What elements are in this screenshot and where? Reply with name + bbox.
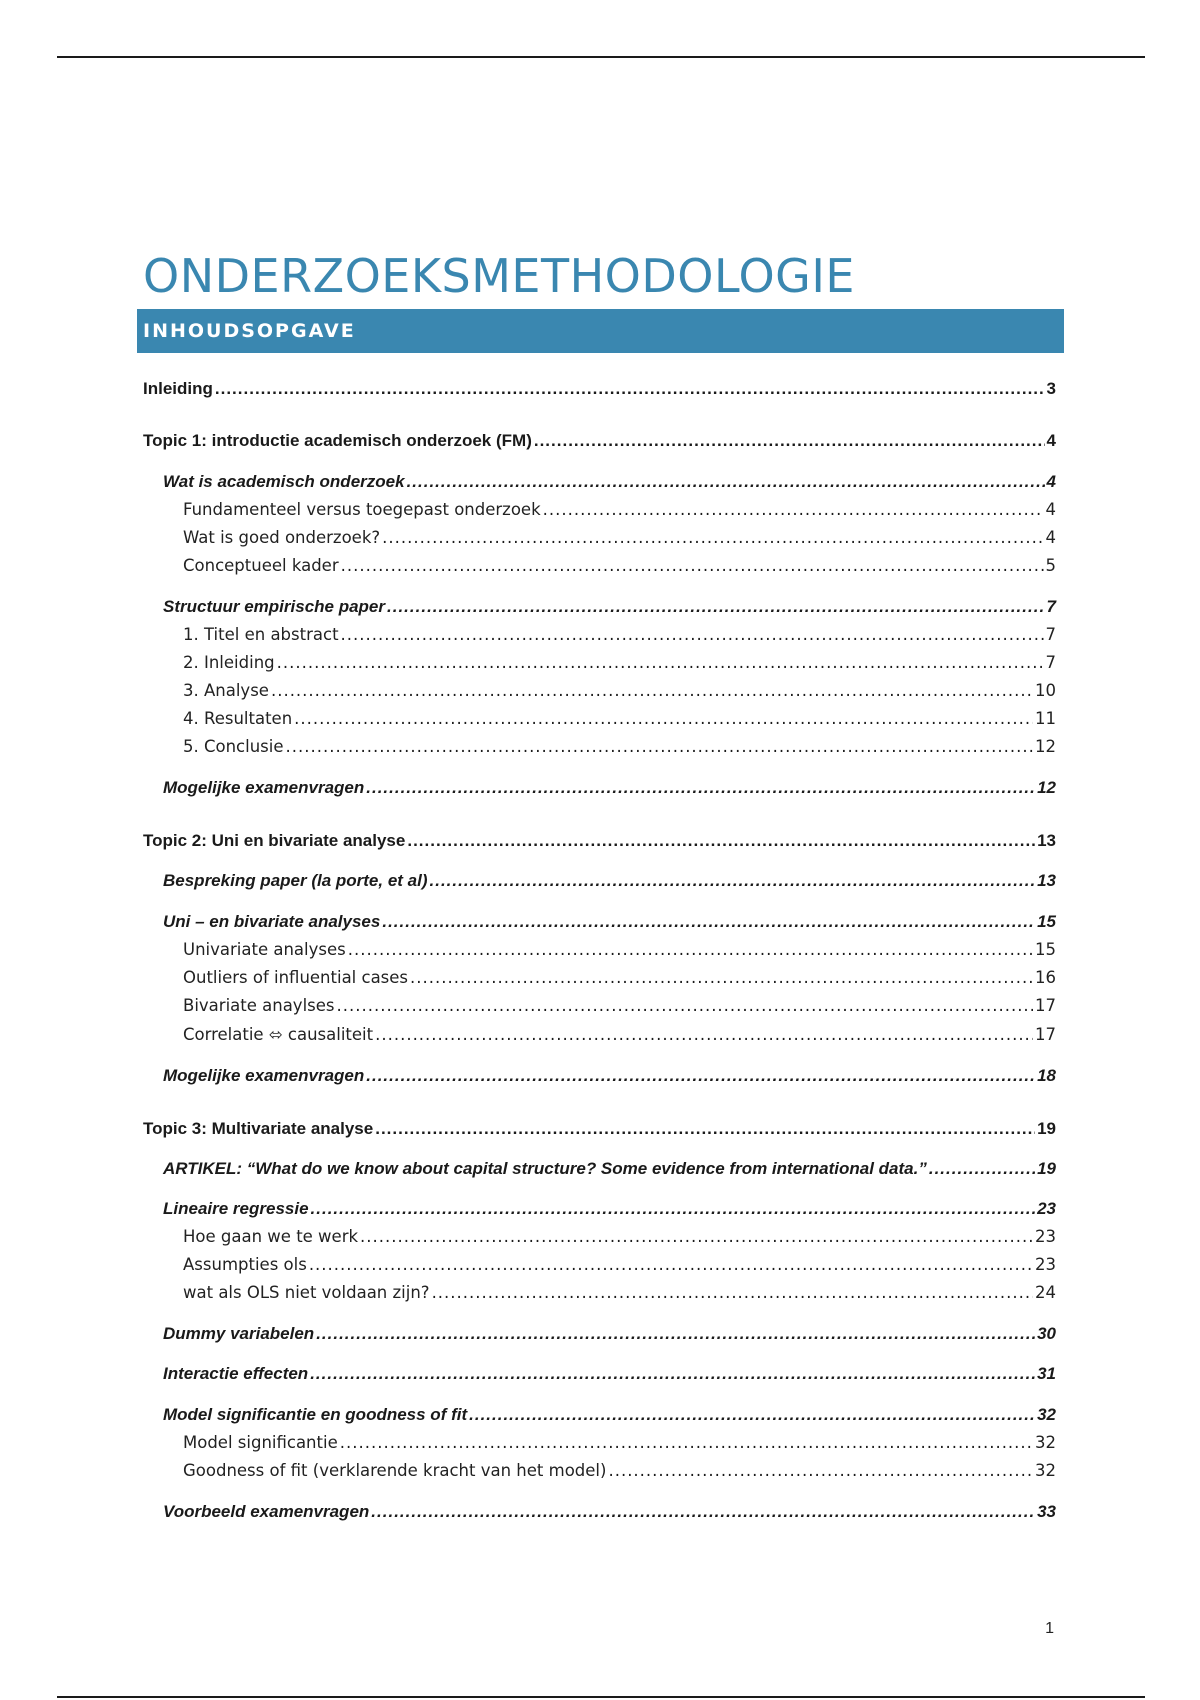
toc-entry-page: 13 — [1037, 831, 1056, 850]
toc-entry-page: 7 — [1045, 625, 1056, 644]
toc-entry-topic-3[interactable] — [143, 1119, 1056, 1139]
toc-heading: INHOUDSOPGAVE — [143, 320, 356, 342]
toc-entry-label: 2. Inleiding — [183, 653, 275, 672]
toc-leader-dots — [410, 968, 1033, 987]
toc-leader-dots — [286, 737, 1033, 756]
toc-entry-page: 4 — [1046, 472, 1056, 491]
toc-leader-dots — [382, 528, 1043, 547]
toc-entry-label: 3. Analyse — [183, 681, 269, 700]
toc-entry-label: Bespreking paper (la porte, et al) — [163, 871, 428, 890]
toc-entry-label: Uni – en bivariate analyses — [163, 912, 381, 931]
toc-entry-label: Goodness of fit (verklarende kracht van het model) — [183, 1461, 607, 1480]
toc-entry-page: 16 — [1035, 968, 1056, 987]
toc-leader-dots — [310, 1364, 1035, 1384]
toc-entry-label: Dummy variabelen — [163, 1324, 315, 1343]
toc-entry-label: Bivariate anaylses — [183, 996, 335, 1015]
toc-entry-mogelijke-examenvragen-2[interactable] — [163, 1066, 1056, 1086]
toc-leader-dots — [341, 625, 1044, 644]
toc-leader-dots — [337, 996, 1034, 1015]
toc-entry-label: Mogelijke examenvragen — [163, 778, 365, 797]
toc-leader-dots — [469, 1405, 1035, 1425]
toc-entry-page: 4 — [1045, 528, 1056, 547]
toc-entry-page: 19 — [1037, 1119, 1056, 1138]
toc-entry-topic-2[interactable] — [143, 831, 1056, 851]
toc-entry-interactie-effecten[interactable] — [163, 1364, 1056, 1384]
toc-leader-dots — [215, 379, 1045, 399]
toc-entry-label: Interactie effecten — [163, 1364, 309, 1383]
toc-entry-page: 15 — [1035, 940, 1056, 959]
toc-entry-page: 30 — [1037, 1324, 1056, 1343]
toc-leader-dots — [432, 1283, 1033, 1302]
toc-entry-page: 32 — [1035, 1433, 1056, 1452]
toc-entry-model-significantie-en-fit[interactable] — [163, 1405, 1056, 1425]
toc-entry-label: 1. Titel en abstract — [183, 625, 339, 644]
toc-entry-inleiding[interactable] — [143, 379, 1056, 399]
toc-entry-artikel[interactable] — [163, 1159, 1056, 1179]
toc-entry-label: Correlatie ⬄ causaliteit — [183, 1025, 374, 1044]
toc-entry-page: 11 — [1035, 709, 1056, 728]
toc-entry-label: Inleiding — [143, 379, 213, 398]
toc-entry-page: 18 — [1037, 1066, 1056, 1085]
toc-entry-goodness-of-fit[interactable] — [183, 1461, 1056, 1480]
toc-entry-page: 19 — [1037, 1159, 1056, 1178]
toc-entry-page: 32 — [1035, 1461, 1056, 1480]
toc-leader-dots — [341, 556, 1044, 575]
toc-entry-titel-en-abstract[interactable] — [183, 625, 1056, 644]
toc-entry-page: 13 — [1037, 871, 1056, 890]
toc-leader-dots — [375, 1025, 1033, 1044]
toc-entry-page: 33 — [1037, 1502, 1056, 1521]
toc-leader-dots — [316, 1324, 1035, 1344]
toc-entry-page: 7 — [1046, 597, 1056, 616]
toc-entry-lineaire-regressie[interactable] — [163, 1199, 1056, 1219]
toc-entry-univariate[interactable] — [183, 940, 1056, 959]
toc-entry-hoe-gaan-we-te-werk[interactable] — [183, 1227, 1056, 1246]
toc-entry-label: Assumpties ols — [183, 1255, 307, 1274]
toc-entry-label: wat als OLS niet voldaan zijn? — [183, 1283, 430, 1302]
toc-entry-label: Lineaire regressie — [163, 1199, 309, 1218]
page-number: 1 — [1045, 1620, 1054, 1637]
toc-leader-dots — [430, 871, 1036, 891]
toc-entry-page: 12 — [1037, 778, 1056, 797]
toc-leader-dots — [277, 653, 1044, 672]
toc-entry-label: Mogelijke examenvragen — [163, 1066, 365, 1085]
toc-entry-label: Topic 1: introductie academisch onderzoek (FM) — [143, 431, 532, 450]
toc-entry-page: 10 — [1035, 681, 1056, 700]
toc-leader-dots — [340, 1433, 1033, 1452]
toc-leader-dots — [543, 500, 1044, 519]
footer-rule — [57, 1696, 1145, 1698]
toc-entry-page: 31 — [1037, 1364, 1056, 1383]
toc-leader-dots — [407, 472, 1045, 492]
toc-entry-conceptueel-kader[interactable] — [183, 556, 1056, 575]
toc-entry-topic-1[interactable] — [143, 431, 1056, 451]
toc-entry-wat-is-academisch-onderzoek[interactable] — [163, 472, 1056, 492]
toc-leader-dots — [271, 681, 1033, 700]
toc-entry-ols-niet-voldaan[interactable] — [183, 1283, 1056, 1302]
toc-entry-page: 12 — [1035, 737, 1056, 756]
toc-entry-correlatie[interactable] — [183, 1025, 1056, 1044]
toc-leader-dots — [375, 1119, 1035, 1139]
toc-entry-label: Model significantie — [183, 1433, 338, 1452]
toc-entry-assumpties-ols[interactable] — [183, 1255, 1056, 1274]
document-title: ONDERZOEKSMETHODOLOGIE — [143, 248, 855, 303]
toc-entry-page: 23 — [1035, 1227, 1056, 1246]
toc-entry-page: 5 — [1045, 556, 1056, 575]
toc-entry-label: Outliers of influential cases — [183, 968, 409, 987]
toc-leader-dots — [309, 1255, 1033, 1274]
toc-leader-dots — [311, 1199, 1036, 1219]
toc-leader-dots — [929, 1159, 1035, 1179]
toc-leader-dots — [366, 1066, 1035, 1086]
toc-entry-label: Topic 2: Uni en bivariate analyse — [143, 831, 406, 850]
toc-entry-label: Wat is goed onderzoek? — [183, 528, 381, 547]
toc-entry-dummy-variabelen[interactable] — [163, 1324, 1056, 1344]
toc-leader-dots — [371, 1502, 1035, 1522]
toc-entry-page: 32 — [1037, 1405, 1056, 1424]
toc-leader-dots — [387, 597, 1045, 617]
toc-entry-page: 4 — [1045, 500, 1056, 519]
toc-entry-label: Hoe gaan we te werk — [183, 1227, 359, 1246]
toc-entry-model-significantie[interactable] — [183, 1433, 1056, 1452]
toc-entry-page: 23 — [1035, 1255, 1056, 1274]
toc-entry-page: 3 — [1046, 379, 1056, 398]
toc-entry-label: ARTIKEL: “What do we know about capital structure? Some evidence from international data.” — [163, 1159, 927, 1178]
toc-entry-page: 4 — [1046, 431, 1056, 450]
toc-entry-page: 17 — [1035, 996, 1056, 1015]
toc-heading-banner — [137, 309, 1064, 353]
toc-entry-label: 4. Resultaten — [183, 709, 293, 728]
toc-entry-bespreking-paper[interactable] — [163, 871, 1056, 891]
toc-entry-structuur-empirische-paper[interactable] — [163, 597, 1056, 617]
toc-entry-page: 7 — [1045, 653, 1056, 672]
toc-entry-bivariate[interactable] — [183, 996, 1056, 1015]
toc-entry-label: Topic 3: Multivariate analyse — [143, 1119, 374, 1138]
toc-entry-label: 5. Conclusie — [183, 737, 284, 756]
toc-leader-dots — [366, 778, 1035, 798]
toc-entry-outliers[interactable] — [183, 968, 1056, 987]
toc-entry-label: Structuur empirische paper — [163, 597, 386, 616]
toc-entry-analyse[interactable] — [183, 681, 1056, 700]
toc-entry-conclusie[interactable] — [183, 737, 1056, 756]
toc-entry-label: Fundamenteel versus toegepast onderzoek — [183, 500, 541, 519]
toc-entry-label: Conceptueel kader — [183, 556, 339, 575]
toc-entry-resultaten[interactable] — [183, 709, 1056, 728]
toc-entry-label: Univariate analyses — [183, 940, 346, 959]
header-rule — [57, 56, 1145, 58]
toc-leader-dots — [608, 1461, 1033, 1480]
toc-leader-dots — [348, 940, 1033, 959]
toc-entry-label: Wat is academisch onderzoek — [163, 472, 405, 491]
toc-leader-dots — [407, 831, 1035, 851]
toc-entry-label: Model significantie en goodness of fit — [163, 1405, 468, 1424]
toc-entry-page: 23 — [1037, 1199, 1056, 1218]
toc-entry-inleiding-sub[interactable] — [183, 653, 1056, 672]
toc-entry-label: Voorbeeld examenvragen — [163, 1502, 370, 1521]
toc-leader-dots — [294, 709, 1033, 728]
toc-entry-uni-en-bivariate[interactable] — [163, 912, 1056, 932]
toc-entry-page: 17 — [1035, 1025, 1056, 1044]
toc-leader-dots — [382, 912, 1035, 932]
toc-entry-fundamenteel[interactable] — [183, 500, 1056, 519]
toc-entry-voorbeeld-examenvragen[interactable] — [163, 1502, 1056, 1522]
toc-entry-page: 24 — [1035, 1283, 1056, 1302]
toc-entry-goed-onderzoek[interactable] — [183, 528, 1056, 547]
toc-entry-page: 15 — [1037, 912, 1056, 931]
toc-entry-mogelijke-examenvragen-1[interactable] — [163, 778, 1056, 798]
toc-leader-dots — [534, 431, 1045, 451]
toc-leader-dots — [360, 1227, 1033, 1246]
